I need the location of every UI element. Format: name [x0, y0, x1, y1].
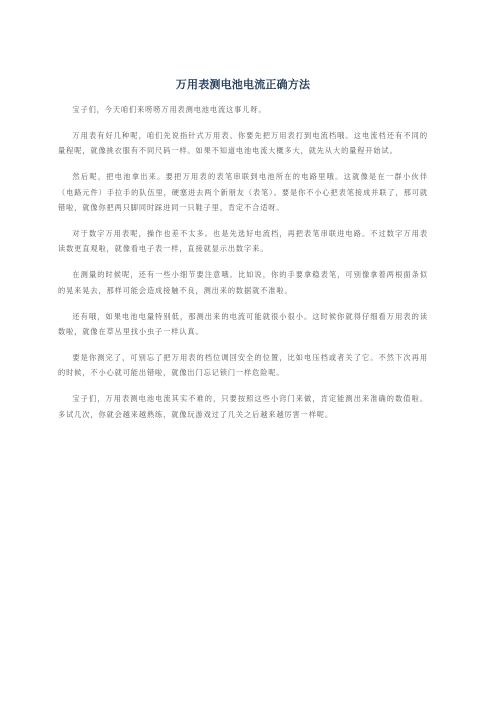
paragraph-7: 要是你测完了，可别忘了把万用表的档位调回安全的位置，比如电压档或者关了它。不然下次再用的时候，不小心就可能出错啦，就像出门忘记锁门一样危险呢。 — [58, 352, 428, 378]
paragraph-6: 还有哦，如果电池电量特别低，那测出来的电流可能就很小很小。这时候你就得仔细看万用表的读数啦，就像在草丛里找小虫子一样认真。 — [58, 311, 428, 336]
paragraph-8: 宝子们，万用表测电池电流其实不难的，只要按照这些小窍门来做，肯定能测出来准确的数值啦。多试几次，你就会越来越熟练，就像玩游戏过了几关之后越来越厉害一样呢。 — [58, 394, 428, 419]
paragraph-3: 然后呢，把电池拿出来。要把万用表的表笔串联到电池所在的电路里哦。这就像是在一群小伙伴（电路元件）手拉手的队伍里，硬塞进去两个新朋友（表笔）。要是你不小心把表笔接成并联了，那可就错啦，就像你把两只脚同时踩进同一只鞋子里，肯定不合适呀。 — [58, 172, 428, 213]
paragraph-1: 宝子们，今天咱们来唠唠万用表测电池电流这事儿呀。 — [72, 105, 267, 114]
paragraph-4: 对于数字万用表呢，操作也差不太多。也是先选好电流档，再把表笔串联进电路。不过数字万用表读数更直观啦，就像看电子表一样，直接就显示出数字来。 — [58, 228, 428, 254]
document-title: 万用表测电池电流正确方法 — [175, 78, 311, 91]
paragraph-2: 万用表有好几种呢，咱们先说指针式万用表。你要先把万用表打到电流档哦。这电流档还有不同的量程呢，就像挑衣服有不同尺码一样。如果不知道电池电流大概多大，就先从大的量程开始试。 — [58, 130, 428, 156]
paragraph-5: 在测量的时候呢，还有一些小细节要注意哦。比如说，你的手要拿稳表笔，可别像拿着两根面条似的晃来晃去，那样可能会造成接触不良，测出来的数据就不准啦。 — [58, 270, 428, 295]
